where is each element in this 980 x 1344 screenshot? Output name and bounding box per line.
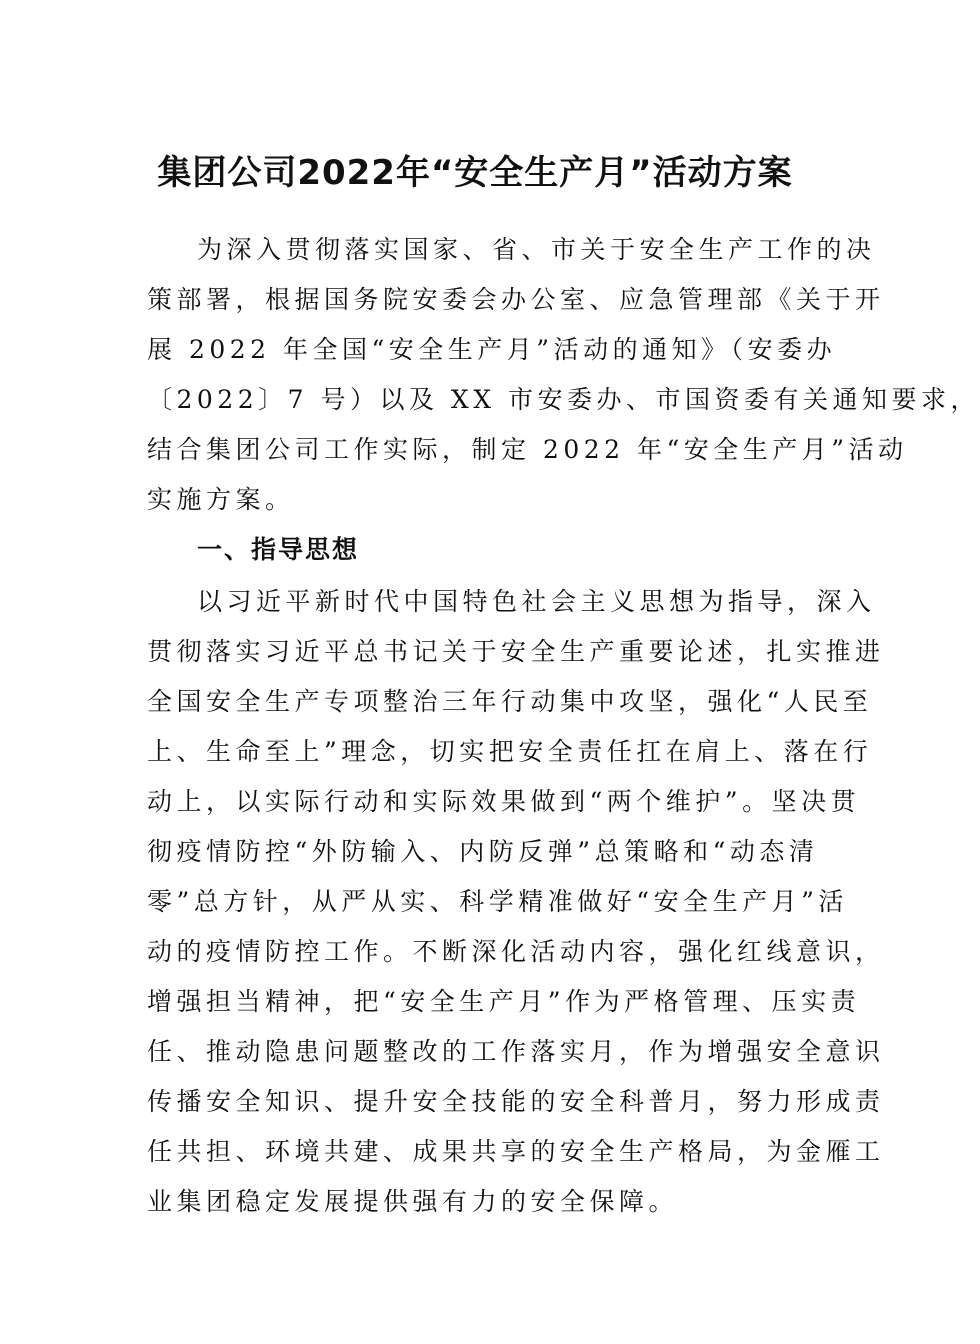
- paragraph-line: 任、推动隐患问题整改的工作落实月，作为增强安全意识: [147, 1037, 885, 1066]
- paragraph-line: 〔2022〕7 号）以及 XX 市安委办、市国资委有关通知要求，: [147, 385, 980, 414]
- paragraph-line: 零”总方针，从严从实、科学精准做好“安全生产月”活: [147, 887, 848, 916]
- paragraph-line: 业集团稳定发展提供强有力的安全保障。: [147, 1187, 679, 1216]
- paragraph-line: 策部署，根据国务院安委会办公室、应急管理部《关于开: [147, 285, 885, 314]
- paragraph-line: 动的疫情防控工作。不断深化活动内容，强化红线意识，: [147, 937, 885, 966]
- paragraph-line: 传播安全知识、提升安全技能的安全科普月，努力形成责: [147, 1087, 885, 1116]
- paragraph-line: 以习近平新时代中国特色社会主义思想为指导，深入: [197, 587, 876, 616]
- paragraph-line: 结合集团公司工作实际，制定 2022 年“安全生产月”活动: [147, 435, 908, 464]
- paragraph-line: 为深入贯彻落实国家、省、市关于安全生产工作的决: [197, 235, 876, 264]
- paragraph-line: 贯彻落实习近平总书记关于安全生产重要论述，扎实推进: [147, 637, 885, 666]
- paragraph-line: 任共担、环境共建、成果共享的安全生产格局，为金雁工: [147, 1137, 885, 1166]
- section-heading: 一、指导思想: [197, 535, 360, 564]
- paragraph-line: 实施方案。: [147, 485, 295, 514]
- paragraph-line: 彻疫情防控“外防输入、内防反弹”总策略和“动态清: [147, 837, 819, 866]
- paragraph-line: 上、生命至上”理念，切实把安全责任扛在肩上、落在行: [147, 737, 873, 766]
- paragraph-line: 增强担当精神，把“安全生产月”作为严格管理、压实责: [147, 987, 861, 1016]
- paragraph-line: 展 2022 年全国“安全生产月”活动的通知》（安委办: [147, 335, 837, 364]
- paragraph-line: 动上，以实际行动和实际效果做到“两个维护”。坚决贯: [147, 787, 861, 816]
- document-title: 集团公司2022年“安全生产月”活动方案: [157, 153, 793, 193]
- paragraph-line: 全国安全生产专项整治三年行动集中攻坚，强化“人民至: [147, 687, 873, 716]
